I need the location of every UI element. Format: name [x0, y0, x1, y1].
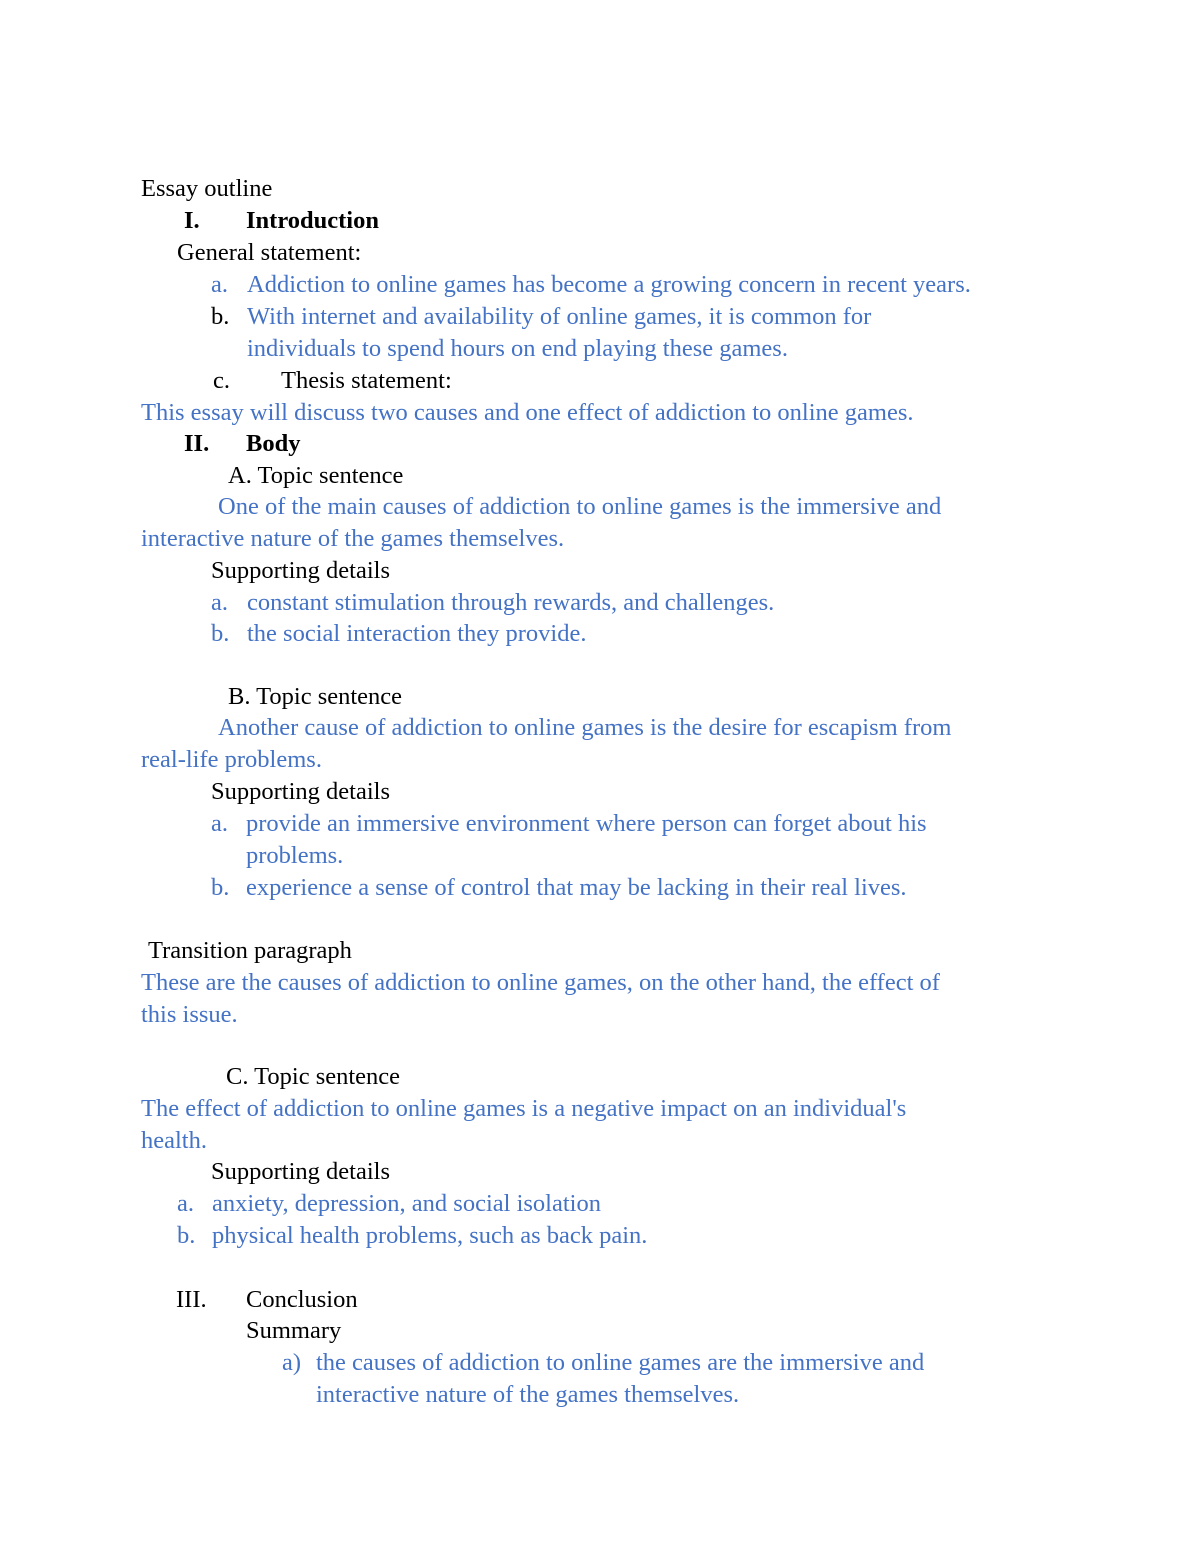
section-b-topic-line2: real-life problems. [141, 746, 322, 773]
body-heading: Body [246, 430, 301, 457]
section-c-topic-label: C. Topic sentence [226, 1063, 401, 1090]
intro-item-b-text-line2: individuals to spend hours on end playing these games. [247, 335, 788, 362]
transition-line1: These are the causes of addiction to online games, on the other hand, the effect of [141, 969, 940, 996]
section-c-topic-line1: The effect of addiction to online games is a negative impact on an individual's [141, 1095, 907, 1122]
conclusion-item-a-marker: a) [282, 1349, 302, 1376]
section-a-detail-b-text: the social interaction they provide. [247, 620, 587, 647]
intro-heading: Introduction [246, 207, 379, 234]
summary-label: Summary [246, 1317, 342, 1344]
section-c-detail-a-text: anxiety, depression, and social isolation [212, 1190, 601, 1217]
intro-item-a-marker: a. [211, 271, 228, 298]
section-numeral-intro: I. [184, 207, 200, 234]
section-b-detail-a-text-line2: problems. [246, 842, 344, 869]
section-b-topic-line1: Another cause of addiction to online games is the desire for escapism from [218, 714, 952, 741]
intro-item-b-text-line1: With internet and availability of online games, it is common for [247, 303, 872, 330]
section-a-topic-line2: interactive nature of the games themselves. [141, 525, 565, 552]
general-statement-label: General statement: [177, 239, 362, 266]
thesis-marker: c. [213, 367, 230, 394]
section-a-detail-a-text: constant stimulation through rewards, and challenges. [247, 589, 775, 616]
section-c-detail-b-marker: b. [177, 1222, 196, 1249]
section-a-supporting-label: Supporting details [211, 557, 390, 584]
document-title: Essay outline [141, 175, 273, 202]
section-a-topic-label: A. Topic sentence [228, 462, 404, 489]
section-c-topic-line2: health. [141, 1127, 207, 1154]
transition-line2: this issue. [141, 1001, 238, 1028]
section-b-detail-a-marker: a. [211, 810, 228, 837]
section-c-supporting-label: Supporting details [211, 1158, 390, 1185]
conclusion-heading: Conclusion [246, 1286, 358, 1313]
section-b-detail-b-marker: b. [211, 874, 230, 901]
thesis-label: Thesis statement: [281, 367, 452, 394]
section-a-detail-b-marker: b. [211, 620, 230, 647]
section-c-detail-b-text: physical health problems, such as back pain. [212, 1222, 648, 1249]
section-b-supporting-label: Supporting details [211, 778, 390, 805]
section-a-detail-a-marker: a. [211, 589, 228, 616]
transition-label: Transition paragraph [148, 937, 352, 964]
section-b-detail-a-text-line1: provide an immersive environment where person can forget about his [246, 810, 927, 837]
section-c-detail-a-marker: a. [177, 1190, 194, 1217]
intro-item-b-marker: b. [211, 303, 230, 330]
intro-item-a-text: Addiction to online games has become a growing concern in recent years. [247, 271, 971, 298]
section-numeral-body: II. [184, 430, 210, 457]
conclusion-item-a-text-line2: interactive nature of the games themselves. [316, 1381, 740, 1408]
section-numeral-conclusion: III. [176, 1286, 207, 1313]
section-b-detail-b-text: experience a sense of control that may be lacking in their real lives. [246, 874, 907, 901]
conclusion-item-a-text-line1: the causes of addiction to online games are the immersive and [316, 1349, 925, 1376]
section-b-topic-label: B. Topic sentence [228, 683, 403, 710]
section-a-topic-line1: One of the main causes of addiction to online games is the immersive and [218, 493, 942, 520]
thesis-text: This essay will discuss two causes and one effect of addiction to online games. [141, 399, 914, 426]
